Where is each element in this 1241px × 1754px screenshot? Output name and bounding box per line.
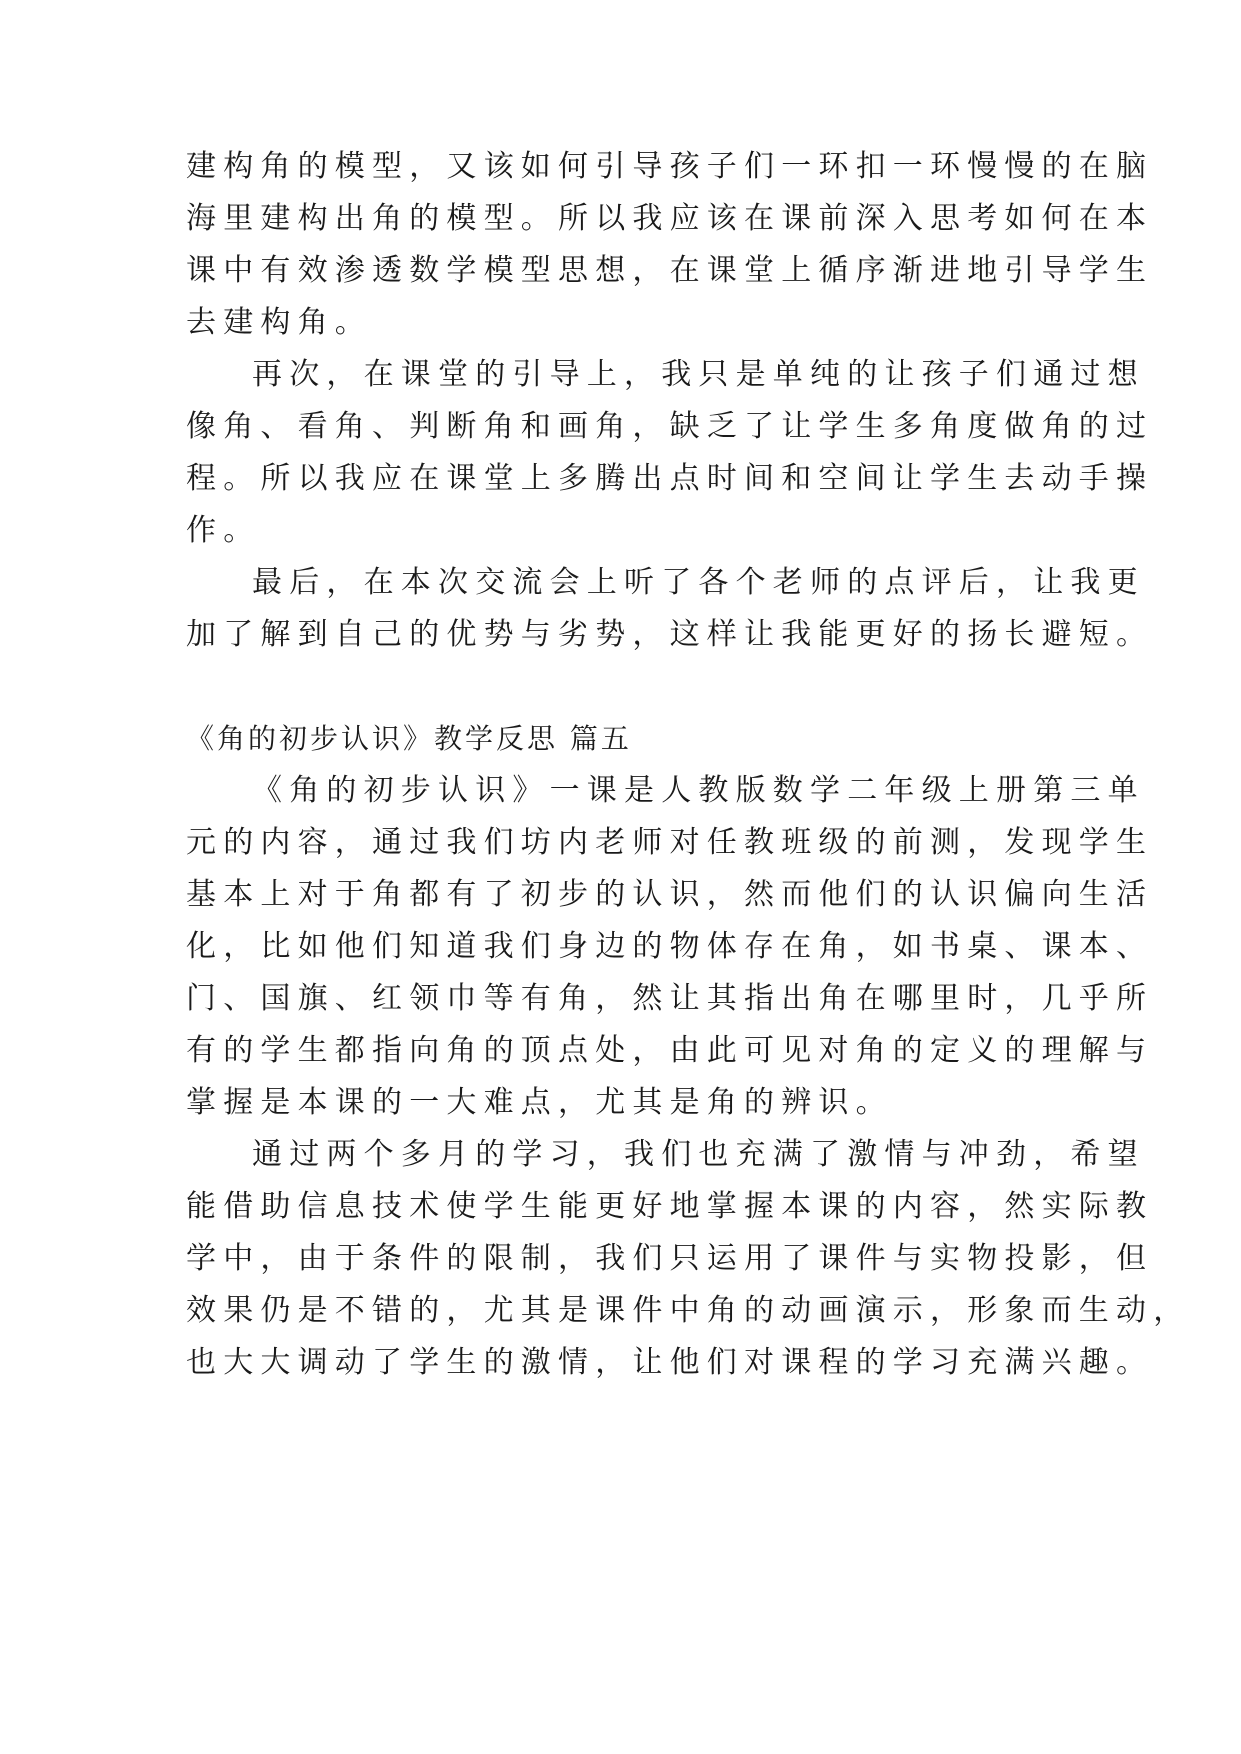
paragraph-2-line-2: 像角、看角、判断角和画角，缺乏了让学生多角度做角的过 bbox=[186, 409, 1154, 444]
section-paragraph-1-line-4: 化，比如他们知道我们身边的物体存在角，如书桌、课本、 bbox=[186, 929, 1154, 964]
paragraph-2-line-1: 再次，在课堂的引导上，我只是单纯的让孩子们通过想 bbox=[252, 357, 1145, 392]
section-paragraph-2-line-1: 通过两个多月的学习，我们也充满了激情与冲劲，希望 bbox=[252, 1137, 1145, 1172]
paragraph-1-line-3: 课中有效渗透数学模型思想，在课堂上循序渐进地引导学生 bbox=[186, 253, 1154, 288]
paragraph-1-line-1: 建构角的模型，又该如何引导孩子们一环扣一环慢慢的在脑 bbox=[186, 149, 1154, 184]
paragraph-1-line-4: 去建构角。 bbox=[186, 305, 372, 340]
section-paragraph-2-line-4: 效果仍是不错的，尤其是课件中角的动画演示，形象而生动， bbox=[186, 1293, 1191, 1328]
paragraph-2-line-3: 程。所以我应在课堂上多腾出点时间和空间让学生去动手操 bbox=[186, 461, 1154, 496]
section-paragraph-1-line-7: 掌握是本课的一大难点，尤其是角的辨识。 bbox=[186, 1085, 893, 1120]
section-paragraph-1-line-1: 《角的初步认识》一课是人教版数学二年级上册第三单 bbox=[252, 773, 1145, 808]
section-paragraph-2-line-2: 能借助信息技术使学生能更好地掌握本课的内容，然实际教 bbox=[186, 1189, 1154, 1224]
section-paragraph-2-line-5: 也大大调动了学生的激情，让他们对课程的学习充满兴趣。 bbox=[186, 1345, 1154, 1380]
section-paragraph-1-line-2: 元的内容，通过我们坊内老师对任教班级的前测，发现学生 bbox=[186, 825, 1154, 860]
paragraph-2-line-4: 作。 bbox=[186, 513, 261, 548]
paragraph-3-line-1: 最后，在本次交流会上听了各个老师的点评后，让我更 bbox=[252, 565, 1145, 600]
section-heading: 《角的初步认识》教学反思 篇五 bbox=[186, 722, 632, 755]
section-paragraph-1-line-6: 有的学生都指向角的顶点处，由此可见对角的定义的理解与 bbox=[186, 1033, 1154, 1068]
paragraph-1-line-2: 海里建构出角的模型。所以我应该在课前深入思考如何在本 bbox=[186, 201, 1154, 236]
section-paragraph-2-line-3: 学中，由于条件的限制，我们只运用了课件与实物投影，但 bbox=[186, 1241, 1154, 1276]
paragraph-3-line-2: 加了解到自己的优势与劣势，这样让我能更好的扬长避短。 bbox=[186, 617, 1154, 652]
section-paragraph-1-line-3: 基本上对于角都有了初步的认识，然而他们的认识偏向生活 bbox=[186, 877, 1154, 912]
section-paragraph-1-line-5: 门、国旗、红领巾等有角，然让其指出角在哪里时，几乎所 bbox=[186, 981, 1154, 1016]
